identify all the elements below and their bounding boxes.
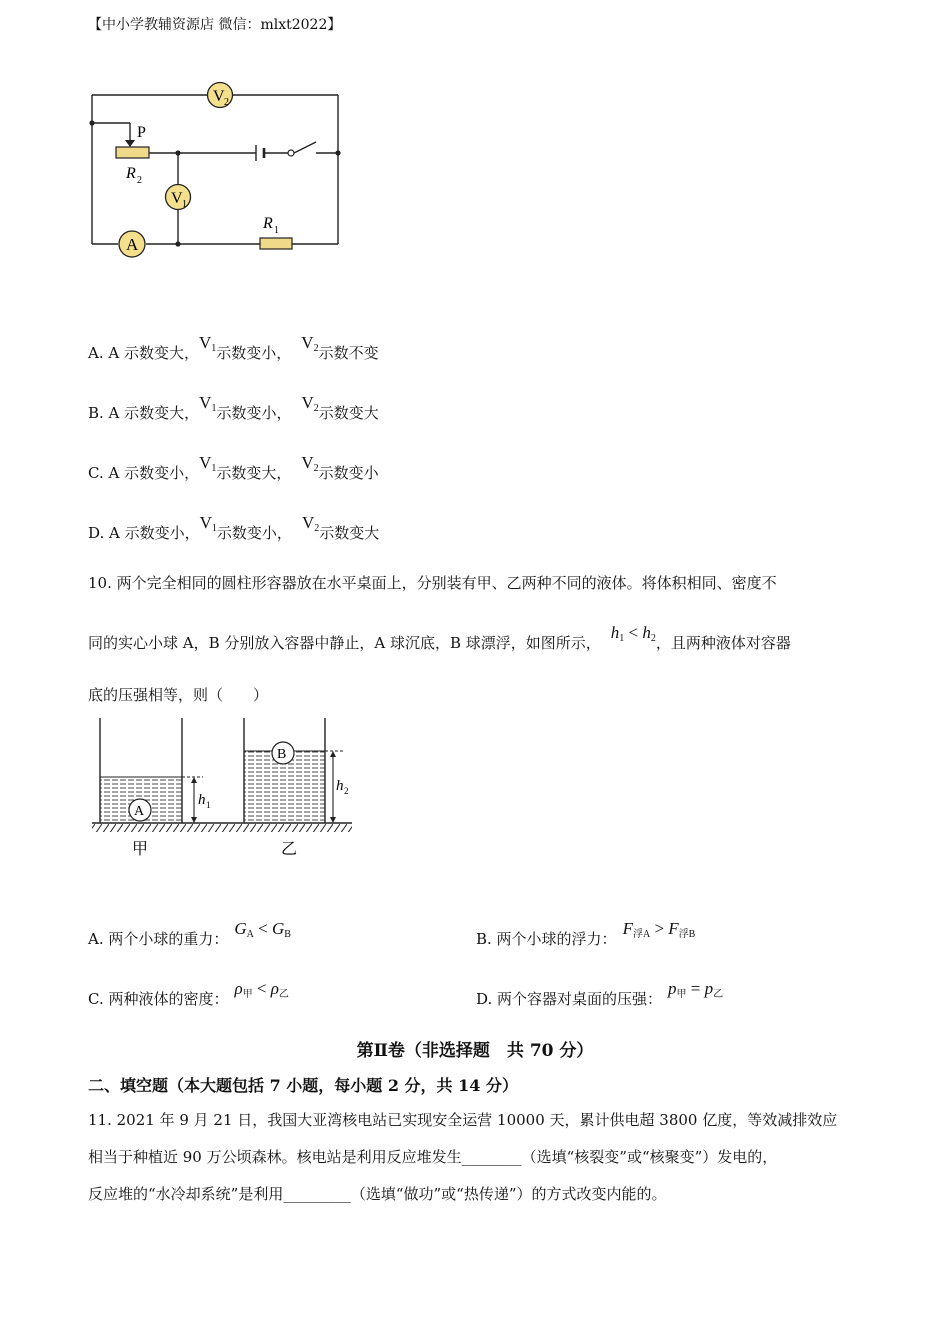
containers-figure — [88, 714, 358, 864]
r1-sub: 1 — [274, 225, 279, 236]
r2-sub: 2 — [137, 175, 142, 186]
ball-a-label: A — [134, 804, 145, 819]
q10-option-a: A. 两个小球的重力：GA < GB — [88, 919, 291, 948]
ammeter-label: A — [126, 235, 139, 254]
v2-sub: 2 — [224, 97, 229, 108]
q10-option-b: B. 两个小球的浮力：F浮A > F浮B — [476, 919, 696, 948]
h2-label: h — [336, 778, 344, 794]
q9-option-c: C. A 示数变小，V1示数变大，V2示数变小 — [88, 453, 379, 482]
q9-option-b: B. A 示数变大，V1示数变小，V2示数变大 — [88, 393, 379, 422]
q11-line-3: 反应堆的“水冷却系统”是利用_________（选填“做功”或“热传递”）的方式改变内能的。 — [88, 1185, 667, 1203]
q10-line-3: 底的压强相等，则（ ） — [88, 686, 269, 704]
q9-option-a: A. A 示数变大，V1示数变小，V2示数不变 — [88, 333, 379, 362]
v2-label: V — [213, 88, 225, 105]
h1-sub: 1 — [206, 800, 211, 810]
section-title: 二、填空题（本大题包括 7 小题，每小题 2 分，共 14 分） — [88, 1076, 518, 1095]
q11-line-2: 相当于种植近 90 万公顷森林。核电站是利用反应堆发生________（选填“核裂变”或“核聚变”）发电的， — [88, 1148, 778, 1166]
r2-label: R — [126, 165, 136, 182]
q10-option-d: D. 两个容器对桌面的压强：p甲 = p乙 — [476, 979, 724, 1008]
label-jia: 甲 — [132, 841, 149, 858]
page-header: 【中小学教辅资源店 微信：mlxt2022】 — [88, 17, 342, 33]
slider-p-label: P — [137, 124, 146, 141]
v1-label: V — [171, 190, 183, 207]
q10-option-c: C. 两种液体的密度：ρ甲 < ρ乙 — [88, 979, 289, 1008]
q10-line-2: 同的实心小球 A，B 分别放入容器中静止，A 球沉底，B 球漂浮，如图所示，h1 < h2，且两种液体对容器 — [88, 623, 791, 652]
ball-b-label: B — [277, 747, 287, 762]
q9-option-d: D. A 示数变小，V1示数变小，V2示数变大 — [88, 513, 380, 542]
circuit-diagram — [80, 78, 360, 268]
part2-title: 第Ⅱ卷（非选择题 共 70 分） — [356, 1041, 594, 1061]
q10-line-1: 10. 两个完全相同的圆柱形容器放在水平桌面上，分别装有甲、乙两种不同的液体。将体积相同、密度不 — [88, 574, 777, 592]
v1-sub: 1 — [182, 199, 187, 210]
label-yi: 乙 — [281, 841, 298, 858]
h2-sub: 2 — [344, 786, 349, 796]
q11-line-1: 11. 2021 年 9 月 21 日，我国大亚湾核电站已实现安全运营 10000 天，累计供电超 3800 亿度，等效减排效应 — [88, 1111, 838, 1129]
h1-label: h — [198, 792, 206, 808]
r1-label: R — [263, 215, 273, 232]
